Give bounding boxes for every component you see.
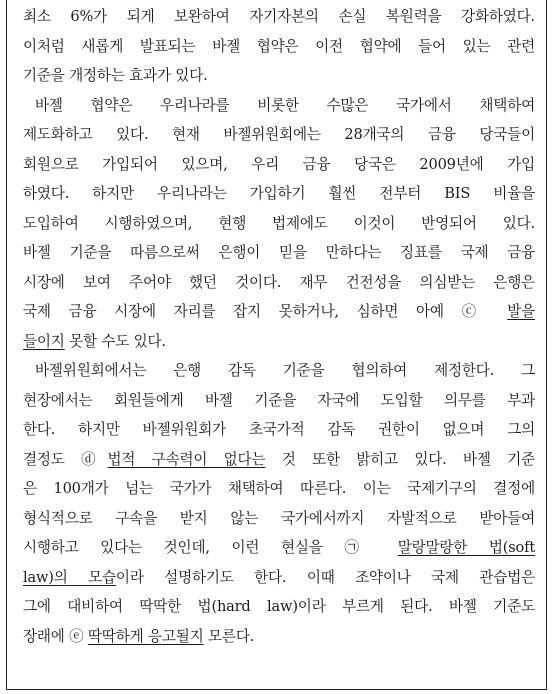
text-segment: 현장에서는 회원들에게 바젤 기준을 자국에 도입할 의무를 부과 <box>23 391 535 409</box>
document-page <box>6 0 547 690</box>
text-segment: 회원으로 가입되어 있으며, 우리 금융 당국은 2009년에 가입 <box>23 155 535 173</box>
text-segment: 이라 설명하기도 한다. 이때 조약이나 국제 관습법은 <box>115 568 535 586</box>
passage-text <box>23 2 535 651</box>
text-line <box>23 150 535 180</box>
text-segment: 은 100개가 넘는 국가가 채택하여 따른다. 이는 국제기구의 결정에 <box>23 480 535 497</box>
text-line <box>23 622 535 652</box>
text-line <box>23 327 535 357</box>
text-segment: 모른다. <box>203 627 255 645</box>
text-segment: 것 또한 밝히고 있다. 바젤 기준 <box>265 450 535 468</box>
text-line <box>23 209 535 239</box>
underlined-phrase: 법적 구속력이 없다는 <box>107 450 266 468</box>
text-segment: 국제 금융 시장에 자리를 잡지 못하거나, 심하면 아예 ⓒ <box>23 303 508 320</box>
text-line <box>23 533 535 563</box>
text-segment: 도입하여 시행하였으며, 현행 법제에도 이것이 반영되어 있다. <box>23 214 535 232</box>
underlined-phrase: law)의 모습 <box>23 568 116 586</box>
text-segment: 장래에 ⓔ <box>23 627 88 645</box>
text-line <box>23 415 535 445</box>
text-line <box>23 592 535 622</box>
text-segment: 제도화하고 있다. 현재 바젤위원회에는 28개국의 금융 당국들이 <box>23 126 535 143</box>
underlined-phrase: 딱딱하게 응고될지 <box>87 627 204 645</box>
text-segment: 기준을 개정하는 효과가 있다. <box>23 67 208 84</box>
text-segment: 바젤 기준을 따름으로써 은행이 믿을 만하다는 징표를 국제 금융 <box>23 244 535 261</box>
text-line <box>23 445 535 475</box>
text-segment: 시행하고 있다는 것인데, 이런 현실을 ㉠ <box>23 539 398 556</box>
text-line <box>23 474 535 504</box>
text-segment: 이처럼 새롭게 발표되는 바젤 협약은 이전 협약에 들어 있는 관련 <box>23 37 535 55</box>
text-line <box>23 120 535 150</box>
text-line <box>23 504 535 534</box>
text-segment: 결정도 ⓓ <box>23 450 108 468</box>
text-line <box>23 179 535 209</box>
text-line <box>23 32 535 62</box>
text-segment: 한다. 하지만 바젤위원회가 초국가적 감독 권한이 없으며 그의 <box>23 421 535 438</box>
text-segment: 못할 수도 있다. <box>64 332 166 350</box>
text-line <box>23 268 535 298</box>
text-segment: 시장에 보여 주어야 했던 것이다. 재무 건전성을 의심받는 은행은 <box>23 273 535 291</box>
text-line <box>23 61 535 91</box>
underlined-phrase: 발을 <box>507 303 535 320</box>
text-line <box>23 91 535 121</box>
underlined-phrase: 말랑말랑한 법(soft <box>397 539 535 556</box>
text-line <box>23 297 535 327</box>
text-segment: 바젤위원회에서는 은행 감독 기준을 협의하여 제정한다. 그 <box>35 362 535 379</box>
text-line <box>23 238 535 268</box>
text-segment: 형식적으로 구속을 받지 않는 국가에서까지 자발적으로 받아들여 <box>23 509 535 527</box>
text-line <box>23 2 535 32</box>
underlined-phrase: 들이지 <box>23 332 65 350</box>
text-segment: 바젤 협약은 우리나라를 비롯한 수많은 국가에서 채택하여 <box>35 96 535 114</box>
text-line <box>23 356 535 386</box>
text-segment: 하였다. 하지만 우리나라는 가입하기 훨씬 전부터 BIS 비율을 <box>23 185 535 202</box>
text-line <box>23 563 535 593</box>
text-segment: 그에 대비하여 딱딱한 법(hard law)이라 부르게 된다. 바젤 기준도 <box>23 598 535 615</box>
text-segment: 최소 6%가 되게 보완하여 자기자본의 손실 복원력을 강화하였다. <box>23 8 535 25</box>
text-line <box>23 386 535 416</box>
